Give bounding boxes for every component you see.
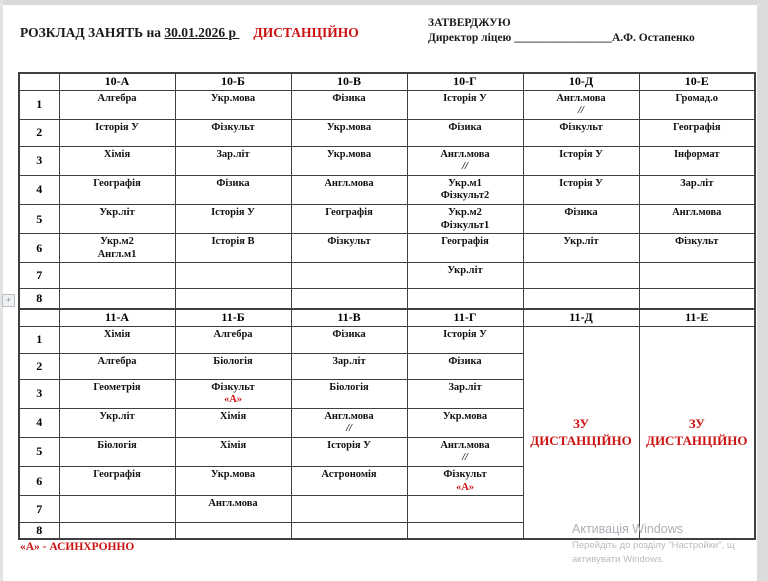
cell-11-В-5[interactable] [291, 437, 407, 466]
class-header-10-Д[interactable]: 10-Д [523, 73, 639, 90]
cell-10-Г-8[interactable] [407, 289, 523, 309]
cell-line: Історія У [327, 439, 371, 451]
cell-line: Англ.мова [672, 207, 722, 219]
approve-line [428, 31, 695, 46]
cell-10-Б-5[interactable] [175, 205, 291, 234]
cell-10-Б-4[interactable] [175, 175, 291, 204]
watermark-line-2: активувати Windows. [572, 553, 665, 565]
cell-line: Англ.мова [440, 148, 490, 160]
cell-10-Е-4[interactable] [639, 175, 755, 204]
cell-10-А-8[interactable] [59, 289, 175, 309]
cell-line: Історія У [211, 207, 255, 219]
cell-line-red: «А» [223, 394, 243, 406]
schedule-table-grade10[interactable] [18, 72, 756, 310]
cell-10-В-4[interactable] [291, 175, 407, 204]
cell-line: Укр.м2 [100, 236, 134, 248]
cell-line: Укр.літ [563, 236, 599, 248]
cell-11-Г-6[interactable] [407, 467, 523, 496]
cell-line: Історія У [443, 328, 487, 340]
class-header-10-Б[interactable]: 10-Б [175, 73, 291, 90]
cell-line: Фізкульт [675, 236, 719, 248]
cell-10-Д-5[interactable] [523, 205, 639, 234]
cell-10-Г-6[interactable] [407, 234, 523, 263]
cell-line: Зар.літ [448, 381, 482, 393]
lesson-number-6[interactable]: 6 [19, 234, 59, 263]
merged-line: ЗУ [572, 415, 590, 431]
class-header-10-Е[interactable]: 10-Е [639, 73, 755, 90]
cell-line: Інформат [673, 148, 720, 160]
cell-line: Фізика [564, 207, 598, 219]
class-header-10-Г[interactable]: 10-Г [407, 73, 523, 90]
title-date: 30.01.2026 р [164, 25, 240, 40]
cell-line-red: «А» [455, 481, 475, 493]
cell-10-Е-5[interactable] [639, 205, 755, 234]
approve-signature-line: _________________ [514, 31, 612, 44]
cell-11-А-1[interactable] [59, 326, 175, 353]
cell-10-Б-1[interactable] [175, 90, 291, 119]
cell-line: // [462, 161, 468, 173]
cell-line: Фізкульт [211, 121, 255, 133]
cell-11-А-2[interactable] [59, 353, 175, 379]
table-move-handle-icon[interactable]: + [2, 294, 15, 307]
cell-11-Г-8[interactable] [407, 523, 523, 540]
cell-11-Г-4[interactable] [407, 408, 523, 437]
approval-block[interactable] [428, 16, 695, 46]
cell-10-Г-5[interactable] [407, 205, 523, 234]
watermark-line-1: Перейдіть до розділу "Настройки", щ [572, 540, 735, 551]
title-prefix: РОЗКЛАД ЗАНЯТЬ на [20, 25, 165, 40]
lesson-number-5[interactable]: 5 [19, 205, 59, 234]
cell-10-Д-8[interactable] [523, 289, 639, 309]
class-header-11-Б[interactable]: 11-Б [175, 309, 291, 326]
cell-line: Укр.літ [99, 410, 135, 422]
cell-10-А-1[interactable] [59, 90, 175, 119]
cell-11-А-5[interactable] [59, 437, 175, 466]
cell-10-Г-3[interactable] [407, 146, 523, 175]
cell-10-А-7[interactable] [59, 263, 175, 289]
class-header-11-Е[interactable]: 11-Е [639, 309, 755, 326]
cell-10-Б-3[interactable] [175, 146, 291, 175]
lesson-number-4[interactable]: 4 [19, 408, 59, 437]
approve-caption: ЗАТВЕРДЖУЮ [428, 17, 511, 29]
cell-10-Б-8[interactable] [175, 289, 291, 309]
cell-line: Укр.мова [326, 121, 372, 133]
cell-10-Г-2[interactable] [407, 119, 523, 146]
cell-11-Б-3[interactable] [175, 379, 291, 408]
cell-line: Хімія [103, 328, 131, 340]
cell-line: Англ.м1 [97, 248, 137, 260]
merged-line: ДИСТАНЦІЙНО [646, 433, 748, 449]
schedule-table-grade11[interactable] [18, 308, 756, 540]
cell-10-Е-2[interactable] [639, 119, 755, 146]
cell-line: Хімія [219, 439, 247, 451]
lesson-number-7[interactable]: 7 [19, 263, 59, 289]
cell-11-В-7[interactable] [291, 496, 407, 523]
cell-line: Фізика [216, 177, 250, 189]
class-header-11-А[interactable]: 11-А [59, 309, 175, 326]
top-edge-strip [0, 0, 768, 5]
cell-11-Б-7[interactable] [175, 496, 291, 523]
lesson-number-8[interactable]: 8 [19, 289, 59, 309]
cell-line: Укр.мова [210, 469, 256, 481]
cell-10-Д-2[interactable] [523, 119, 639, 146]
cell-line: Англ.мова [208, 498, 258, 510]
cell-line: Укр.м2 [448, 207, 482, 219]
cell-10-А-2[interactable] [59, 119, 175, 146]
cell-line: Фізика [332, 92, 366, 104]
cell-10-Е-7[interactable] [639, 263, 755, 289]
cell-11-А-7[interactable] [59, 496, 175, 523]
cell-line: Алгебра [97, 92, 137, 104]
cell-11-А-3[interactable] [59, 379, 175, 408]
cell-11-Г-7[interactable] [407, 496, 523, 523]
watermark-title: Активація Windows [572, 522, 683, 536]
cell-line: Історія У [443, 92, 487, 104]
cell-line: // [462, 452, 468, 464]
lesson-number-6[interactable]: 6 [19, 467, 59, 496]
cell-10-Е-1[interactable] [639, 90, 755, 119]
asynchronous-footnote: «А» - АСИНХРОННО [20, 541, 135, 553]
lesson-number-1[interactable]: 1 [19, 90, 59, 119]
cell-line: Зар.літ [216, 148, 250, 160]
cell-11-В-3[interactable] [291, 379, 407, 408]
lesson-number-5[interactable]: 5 [19, 437, 59, 466]
cell-11-Б-2[interactable] [175, 353, 291, 379]
cell-11-Б-8[interactable] [175, 523, 291, 540]
cell-line: Укр.літ [99, 207, 135, 219]
cell-10-Д-4[interactable] [523, 175, 639, 204]
cell-line: Фізкульт [327, 236, 371, 248]
cell-line: Географія [325, 207, 373, 219]
cell-10-Д-1[interactable] [523, 90, 639, 119]
cell-10-Б-7[interactable] [175, 263, 291, 289]
cell-line: Алгебра [97, 355, 137, 367]
cell-line: Географія [93, 177, 141, 189]
cell-line: Хімія [219, 410, 247, 422]
cell-11-Г-2[interactable] [407, 353, 523, 379]
cell-11-В-4[interactable] [291, 408, 407, 437]
cell-line: Географія [441, 236, 489, 248]
left-edge-strip [0, 0, 3, 581]
cell-10-Г-1[interactable] [407, 90, 523, 119]
cell-line: Біологія [97, 439, 137, 451]
cell-line: Англ.мова [324, 410, 374, 422]
lesson-number-7[interactable]: 7 [19, 496, 59, 523]
cell-line: Біологія [329, 381, 369, 393]
cell-line: Астрономія [321, 469, 377, 481]
cell-11-Б-1[interactable] [175, 326, 291, 353]
lesson-number-3[interactable]: 3 [19, 146, 59, 175]
merged-cell-11-Д[interactable] [523, 326, 639, 539]
cell-line: Фізкульт [211, 381, 255, 393]
merged-line: ДИСТАНЦІЙНО [530, 433, 632, 449]
cell-line: Укр.мова [326, 148, 372, 160]
cell-line: Фізкульт2 [440, 190, 490, 202]
cell-10-В-8[interactable] [291, 289, 407, 309]
cell-11-Б-6[interactable] [175, 467, 291, 496]
cell-11-В-2[interactable] [291, 353, 407, 379]
cell-line: // [578, 105, 584, 117]
cell-11-В-6[interactable] [291, 467, 407, 496]
cell-10-Е-6[interactable] [639, 234, 755, 263]
cell-line: Історія У [559, 177, 603, 189]
lesson-number-4[interactable]: 4 [19, 175, 59, 204]
cell-line: Фізкульт1 [440, 219, 490, 231]
cell-line: Хімія [103, 148, 131, 160]
lesson-number-2[interactable]: 2 [19, 119, 59, 146]
cell-10-Г-4[interactable] [407, 175, 523, 204]
cell-line: Громад.о [675, 92, 718, 104]
class-header-11-В[interactable]: 11-В [291, 309, 407, 326]
cell-11-А-8[interactable] [59, 523, 175, 540]
cell-line: Зар.літ [332, 355, 366, 367]
approve-name: А.Ф. Остапенко [611, 31, 695, 44]
cell-line: Фізика [332, 328, 366, 340]
cell-10-А-6[interactable] [59, 234, 175, 263]
class-header-11-Г[interactable]: 11-Г [407, 309, 523, 326]
cell-line: Укр.м1 [448, 177, 482, 189]
cell-10-Г-7[interactable] [407, 263, 523, 289]
cell-10-А-5[interactable] [59, 205, 175, 234]
cell-11-А-6[interactable] [59, 467, 175, 496]
cell-10-В-2[interactable] [291, 119, 407, 146]
lesson-number-1[interactable]: 1 [19, 326, 59, 353]
cell-10-А-4[interactable] [59, 175, 175, 204]
cell-line: Англ.мова [324, 177, 374, 189]
cell-line: Укр.мова [210, 92, 256, 104]
approve-role: Директор ліцею [428, 31, 515, 44]
class-header-11-Д[interactable]: 11-Д [523, 309, 639, 326]
cell-line: Укр.літ [447, 265, 483, 277]
cell-line: Геометрія [93, 381, 141, 393]
class-header-10-В[interactable]: 10-В [291, 73, 407, 90]
cell-11-Г-1[interactable] [407, 326, 523, 353]
cell-10-Б-2[interactable] [175, 119, 291, 146]
cell-11-Г-5[interactable] [407, 437, 523, 466]
cell-line: Фізкульт [559, 121, 603, 133]
cell-10-В-3[interactable] [291, 146, 407, 175]
class-header-10-А[interactable]: 10-А [59, 73, 175, 90]
cell-11-Б-4[interactable] [175, 408, 291, 437]
cell-10-А-3[interactable] [59, 146, 175, 175]
cell-10-В-1[interactable] [291, 90, 407, 119]
cell-line: // [346, 423, 352, 435]
cell-10-Д-7[interactable] [523, 263, 639, 289]
cell-line: Біологія [213, 355, 253, 367]
merged-cell-11-Е[interactable] [639, 326, 755, 539]
cell-10-Б-6[interactable] [175, 234, 291, 263]
cell-line: Історія У [559, 148, 603, 160]
cell-line: Алгебра [213, 328, 253, 340]
right-edge-strip [757, 0, 768, 581]
lesson-number-2[interactable]: 2 [19, 353, 59, 379]
corner-header[interactable] [19, 73, 59, 90]
cell-line: Зар.літ [680, 177, 714, 189]
cell-line: Географія [93, 469, 141, 481]
cell-11-В-1[interactable] [291, 326, 407, 353]
cell-11-Г-3[interactable] [407, 379, 523, 408]
cell-line: Фізика [448, 355, 482, 367]
document-title[interactable] [20, 25, 359, 41]
cell-line: Укр.мова [442, 410, 488, 422]
cell-10-В-6[interactable] [291, 234, 407, 263]
cell-10-Е-8[interactable] [639, 289, 755, 309]
lesson-number-8[interactable]: 8 [19, 523, 59, 540]
merged-line: ЗУ [688, 415, 705, 431]
cell-11-А-4[interactable] [59, 408, 175, 437]
cell-10-В-7[interactable] [291, 263, 407, 289]
lesson-number-3[interactable]: 3 [19, 379, 59, 408]
windows-activation-watermark [572, 522, 762, 567]
cell-10-В-5[interactable] [291, 205, 407, 234]
cell-line: Англ.мова [556, 92, 606, 104]
cell-10-Д-6[interactable] [523, 234, 639, 263]
cell-10-Е-3[interactable] [639, 146, 755, 175]
cell-11-Б-5[interactable] [175, 437, 291, 466]
corner-header[interactable] [19, 309, 59, 326]
title-mode-remote: ДИСТАНЦІЙНО [253, 25, 359, 40]
cell-line: Історія В [211, 236, 255, 248]
cell-line: Фізкульт [443, 469, 487, 481]
cell-11-В-8[interactable] [291, 523, 407, 540]
cell-line: Фізика [448, 121, 482, 133]
cell-line: Історія У [95, 121, 139, 133]
cell-line: Англ.мова [440, 439, 490, 451]
cell-line: Географія [672, 121, 721, 133]
cell-10-Д-3[interactable] [523, 146, 639, 175]
